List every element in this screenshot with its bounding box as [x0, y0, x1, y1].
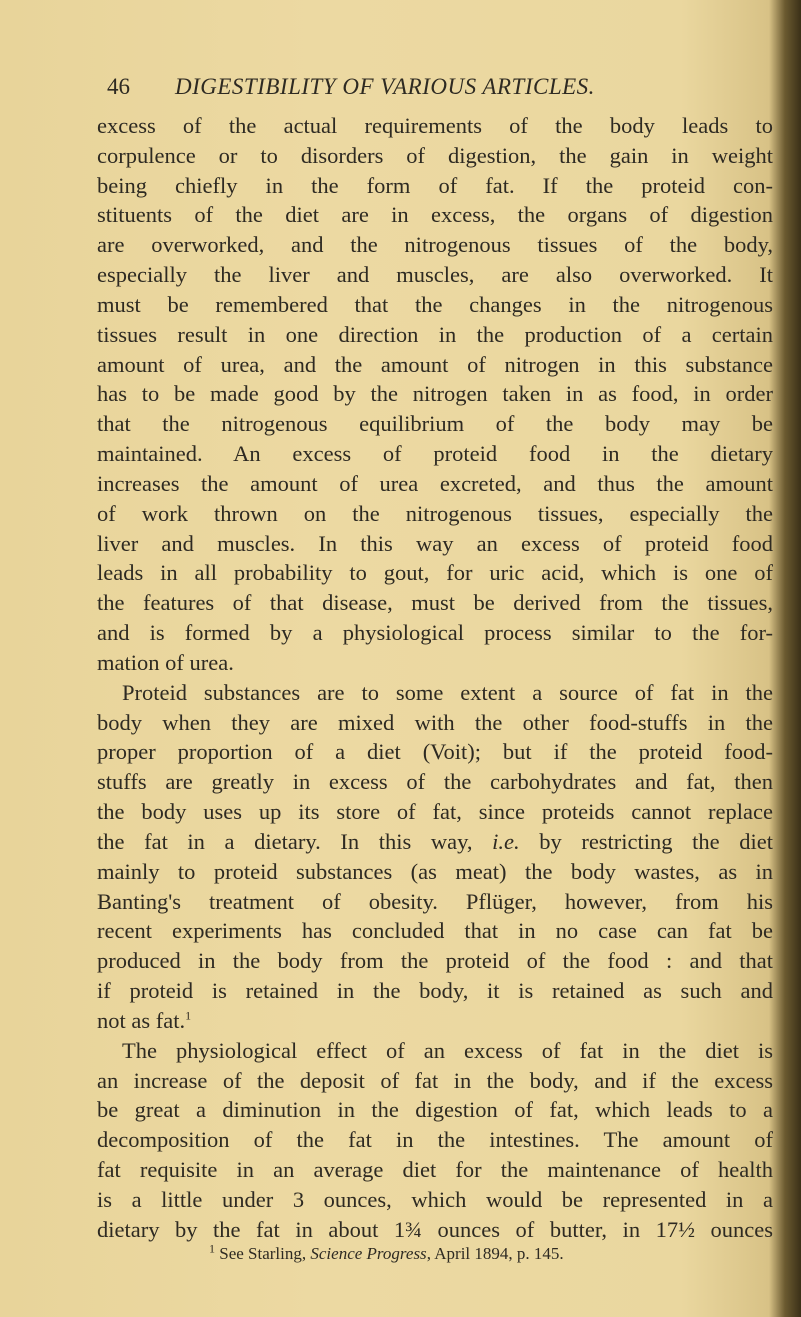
text-line [97, 827, 773, 857]
text-segment: be great a diminution in the digestion of fat, which leads to a [97, 1097, 773, 1123]
text-line [97, 1036, 773, 1066]
footnote-reference: 1 [185, 1008, 192, 1023]
text-segment: increases the amount of urea excreted, and thus the amount [97, 470, 773, 496]
text-segment: especially the liver and muscles, are also overworked. It [97, 262, 773, 288]
running-title: DIGESTIBILITY OF VARIOUS ARTICLES. [175, 74, 595, 99]
text-line [97, 529, 773, 559]
text-segment: are overworked, and the nitrogenous tissues of the body, [97, 232, 773, 258]
text-line [97, 1185, 773, 1215]
text-segment: mation of urea. [97, 649, 234, 675]
text-segment: an increase of the deposit of fat in the body, and if the excess [97, 1067, 773, 1093]
text-line [97, 200, 773, 230]
text-segment: mainly to proteid substances (as meat) the body wastes, as in [97, 858, 773, 884]
text-segment: has to be made good by the nitrogen taken in as food, in order [97, 381, 773, 407]
text-line [97, 708, 773, 738]
text-segment: The physiological effect of an excess of fat in the diet is [122, 1037, 773, 1063]
text-line [97, 916, 773, 946]
text-line [97, 678, 773, 708]
footnote-marker: 1 [209, 1241, 215, 1256]
text-segment: the fat in a dietary. In this way, [97, 828, 493, 854]
text-segment: body when they are mixed with the other food-stuffs in the [97, 709, 773, 735]
text-segment: produced in the body from the proteid of the food : and that [97, 948, 773, 974]
text-segment: recent experiments has concluded that in no case can fat be [97, 918, 773, 944]
text-line [97, 618, 773, 648]
text-segment: that the nitrogenous equilibrium of the body may be [97, 411, 773, 437]
footnote-journal: Science Progress [310, 1244, 427, 1263]
text-line [97, 1155, 773, 1185]
text-line [97, 260, 773, 290]
body-text [97, 111, 773, 1244]
text-line [97, 1066, 773, 1096]
text-segment: corpulence or to disorders of digestion, the gain in weight [97, 142, 773, 168]
text-segment: excess of the actual requirements of the body leads to [97, 113, 773, 138]
text-line [97, 946, 773, 976]
text-line [97, 588, 773, 618]
text-segment: and is formed by a physiological process similar to the for- [97, 620, 773, 646]
text-line [97, 499, 773, 529]
text-line [97, 1095, 773, 1125]
text-line [97, 290, 773, 320]
text-line [97, 737, 773, 767]
text-line [97, 230, 773, 260]
text-segment: not as fat. [97, 1007, 186, 1033]
text-segment: Banting's treatment of obesity. Pflüger, however, from his [97, 888, 773, 914]
text-line [97, 1006, 773, 1036]
text-segment: stuffs are greatly in excess of the carbohydrates and fat, then [97, 769, 773, 795]
text-segment: leads in all probability to gout, for uric acid, which is one of [97, 560, 773, 586]
text-line [97, 648, 773, 678]
text-segment: the body uses up its store of fat, since proteids cannot replace [97, 799, 773, 825]
text-segment: Proteid substances are to some extent a source of fat in the [122, 679, 773, 705]
text-line [97, 976, 773, 1006]
text-line [97, 767, 773, 797]
text-segment: stituents of the diet are in excess, the organs of digestion [97, 202, 773, 228]
text-line [97, 857, 773, 887]
text-line [97, 350, 773, 380]
text-line [97, 558, 773, 588]
text-segment: by restricting the diet [519, 828, 773, 854]
text-segment: fat requisite in an average diet for the maintenance of health [97, 1156, 773, 1182]
text-line [97, 171, 773, 201]
text-segment: maintained. An excess of proteid food in the dietary [97, 441, 773, 467]
text-line [97, 469, 773, 499]
text-line [97, 797, 773, 827]
page-number: 46 [107, 74, 130, 99]
text-segment: amount of urea, and the amount of nitrogen in this substance [97, 351, 773, 377]
text-line [97, 439, 773, 469]
text-segment: is a little under 3 ounces, which would be represented in a [97, 1186, 773, 1212]
text-line [97, 111, 773, 141]
text-line [97, 1215, 773, 1245]
text-segment: liver and muscles. In this way an excess of proteid food [97, 530, 773, 556]
text-line [97, 409, 773, 439]
text-line [97, 887, 773, 917]
footnote-text: See Starling, [215, 1244, 311, 1263]
text-line [97, 1125, 773, 1155]
text-segment: i.e. [492, 828, 520, 854]
text-line [97, 141, 773, 171]
text-segment: of work thrown on the nitrogenous tissues, especially the [97, 500, 773, 526]
text-segment: must be remembered that the changes in the nitrogenous [97, 291, 773, 317]
text-segment: dietary by the fat in about 1¾ ounces of butter, in 17½ ounces [97, 1216, 773, 1242]
text-segment: tissues result in one direction in the production of a certain [97, 321, 773, 347]
footnote-citation: , April 1894, p. 145. [426, 1244, 564, 1263]
footnote [209, 1241, 564, 1264]
text-segment: if proteid is retained in the body, it is retained as such and [97, 978, 773, 1004]
text-segment: the features of that disease, must be derived from the tissues, [97, 590, 773, 616]
text-line [97, 379, 773, 409]
text-line [97, 320, 773, 350]
text-segment: proper proportion of a diet (Voit); but if the proteid food- [97, 739, 773, 765]
text-segment: decomposition of the fat in the intestines. The amount of [97, 1127, 773, 1153]
text-segment: being chiefly in the form of fat. If the proteid con- [97, 172, 773, 198]
